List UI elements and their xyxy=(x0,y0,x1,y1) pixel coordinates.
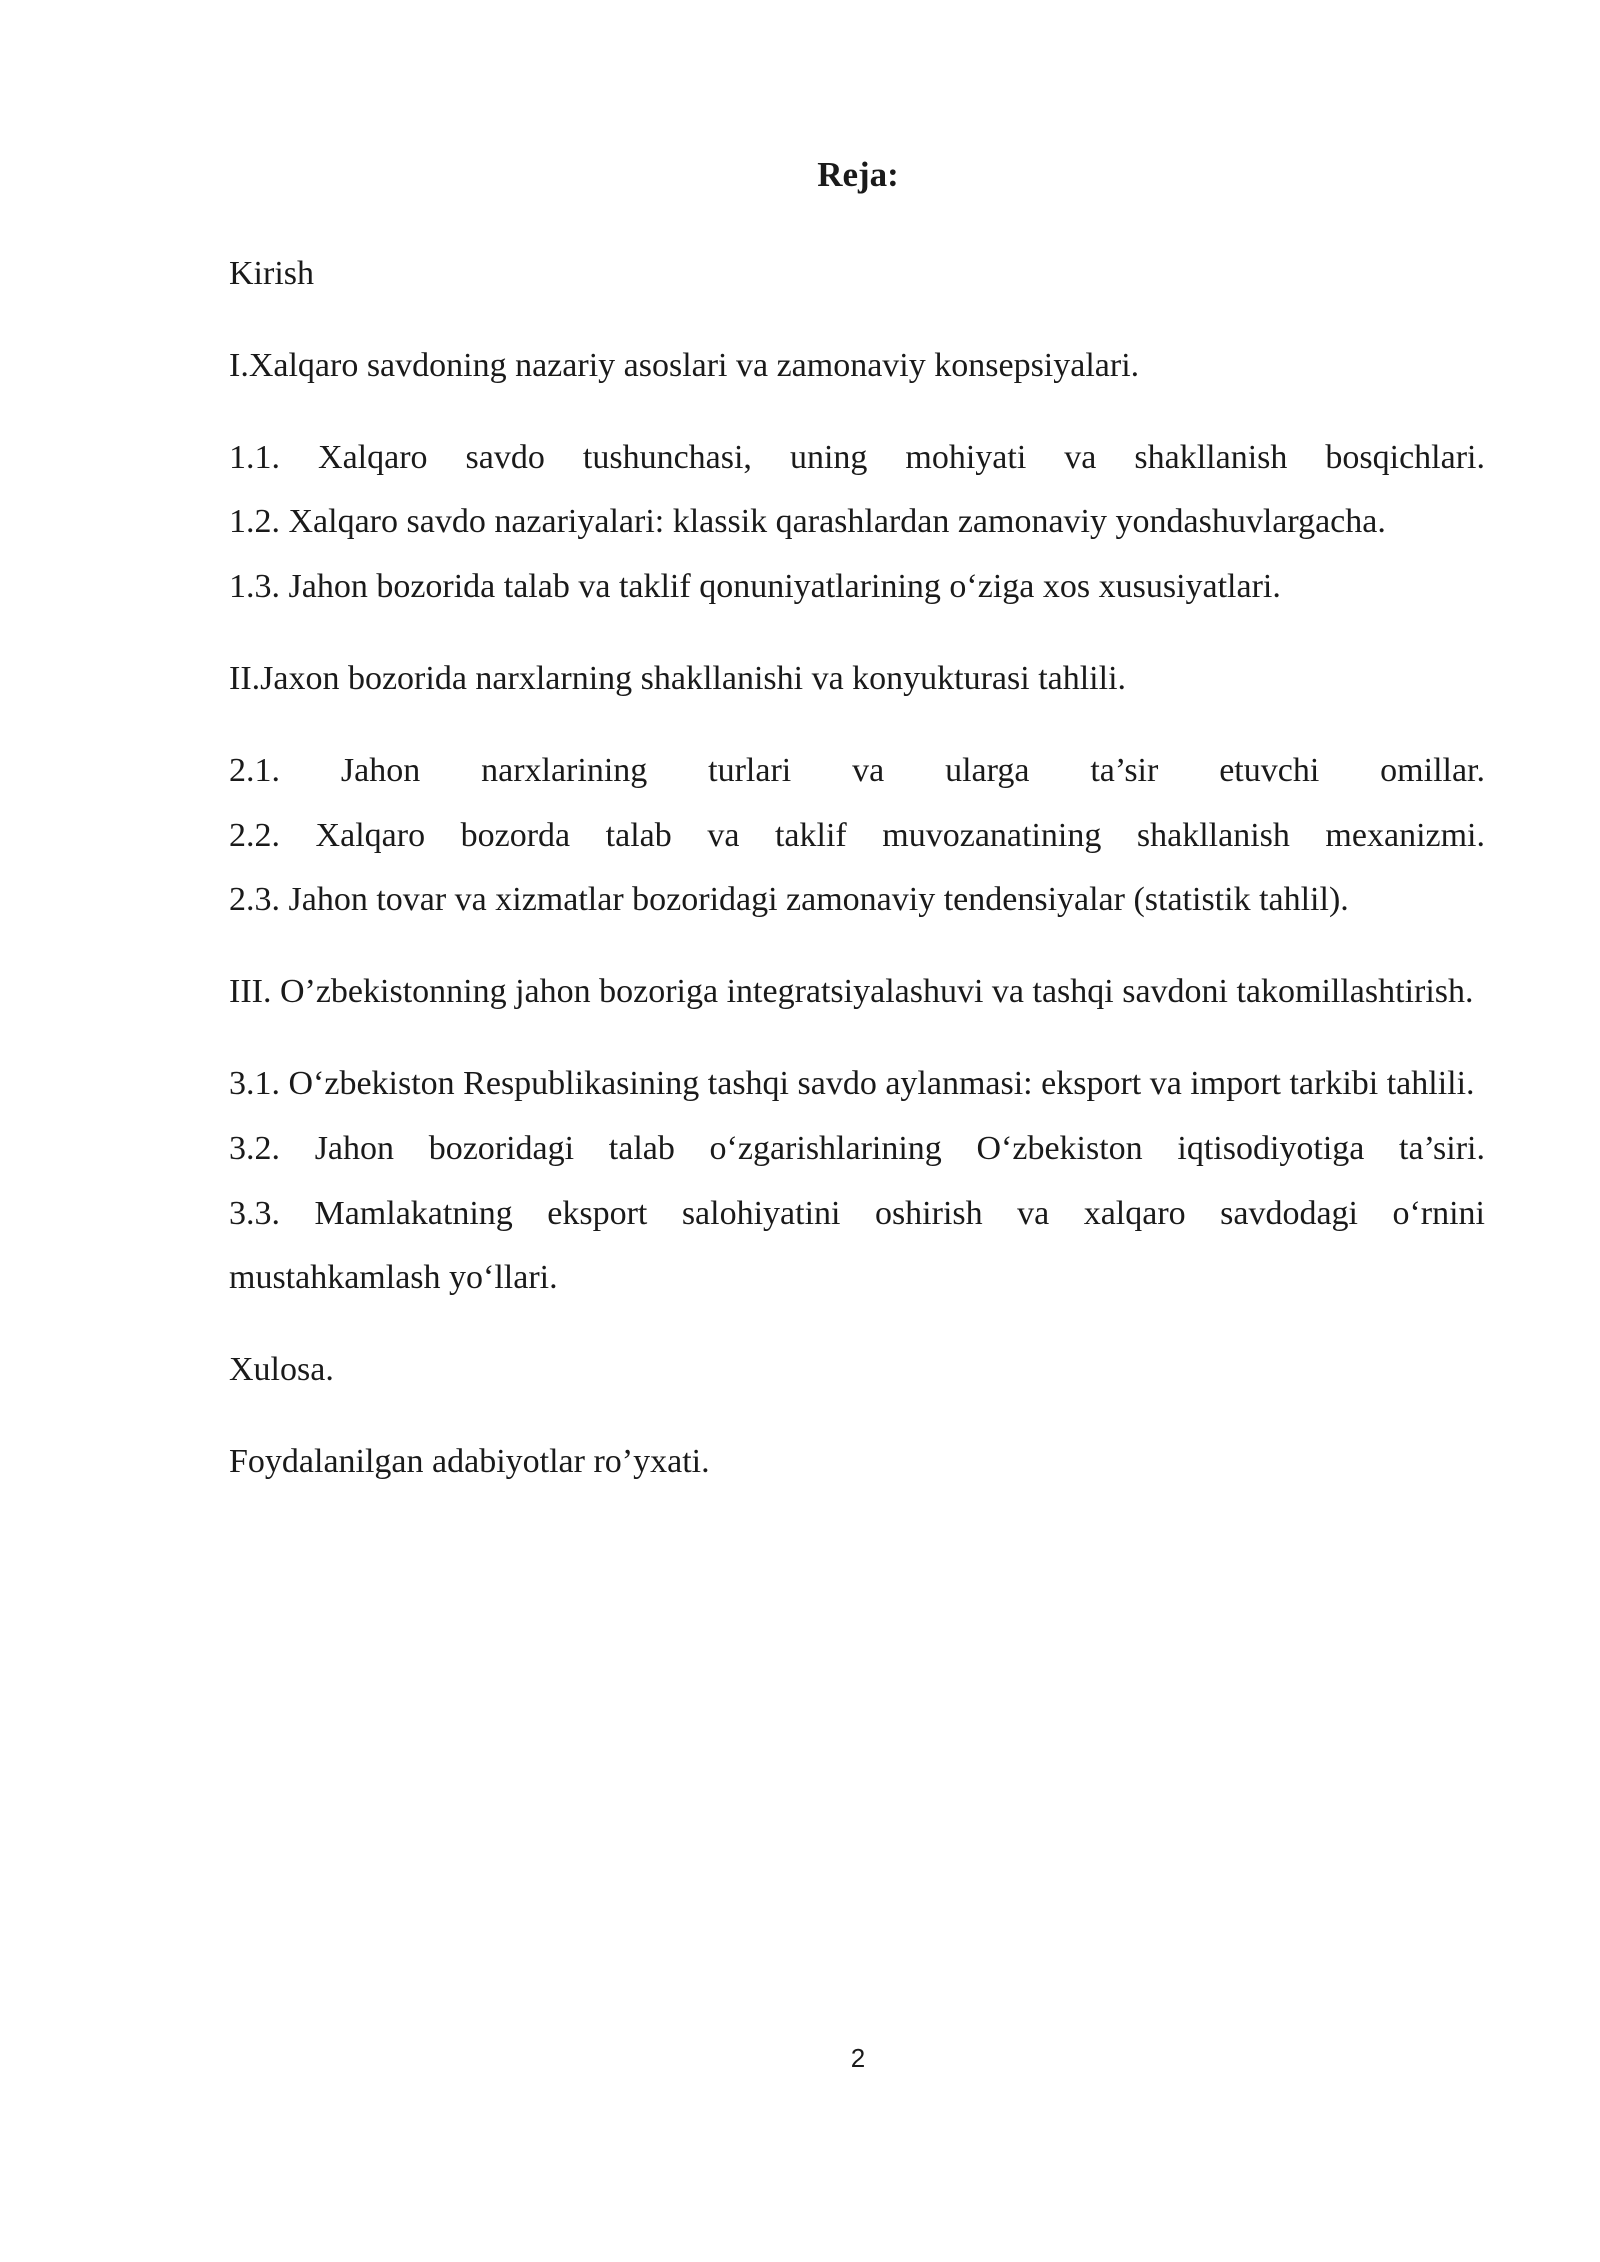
item-3-1: 3.1. O‘zbekiston Respublikasining tashqi savdo aylanmasi: eksport va import tarkibi tahlili. xyxy=(229,1064,1475,1102)
item-2-2: 2.2. Xalqaro bozorda talab va taklif muvozanatining shakllanish mexanizmi. xyxy=(229,816,1485,854)
section-2-heading: II.Jaxon bozorida narxlarning shakllanishi va konyukturasi tahlili. xyxy=(229,659,1127,697)
item-2-1: 2.1. Jahon narxlarining turlari va ularga ta’sir etuvchi omillar. xyxy=(229,751,1485,789)
section-3-items xyxy=(229,1052,1485,1311)
references-entry: Foydalanilgan adabiyotlar ro’yxati. xyxy=(229,1442,710,1480)
section-1-heading: I.Xalqaro savdoning nazariy asoslari va zamonaviy konsepsiyalari. xyxy=(229,346,1140,384)
page-title: Reja: xyxy=(817,155,899,194)
section-2-items xyxy=(229,739,1485,933)
section-1-items xyxy=(229,426,1485,620)
conclusion-entry: Xulosa. xyxy=(229,1351,334,1389)
item-1-1: 1.1. Xalqaro savdo tushunchasi, uning mohiyati va shakllanish bosqichlari. xyxy=(229,438,1485,476)
item-1-2: 1.2. Xalqaro savdo nazariyalari: klassik qarashlardan zamonaviy yondashuvlargacha. xyxy=(229,503,1386,541)
table-of-contents xyxy=(229,242,1485,1495)
item-1-3: 1.3. Jahon bozorida talab va taklif qonuniyatlarining o‘ziga xos xususiyatlari. xyxy=(229,568,1281,606)
item-3-2: 3.2. Jahon bozoridagi talab o‘zgarishlarining O‘zbekiston iqtisodiyotiga ta’siri. xyxy=(229,1129,1485,1167)
intro-entry: Kirish xyxy=(229,255,314,292)
section-3-heading: III. O’zbekistonning jahon bozoriga integratsiyalashuvi va tashqi savdoni takomillashtirish. xyxy=(229,973,1474,1011)
item-3-3: 3.3. Mamlakatning eksport salohiyatini oshirish va xalqaro savdodagi o‘rnini mustahkamlash yo‘llari. xyxy=(229,1194,1485,1297)
page-number: 2 xyxy=(850,2043,866,2073)
item-2-3: 2.3. Jahon tovar va xizmatlar bozoridagi zamonaviy tendensiyalar (statistik tahlil). xyxy=(229,881,1349,919)
